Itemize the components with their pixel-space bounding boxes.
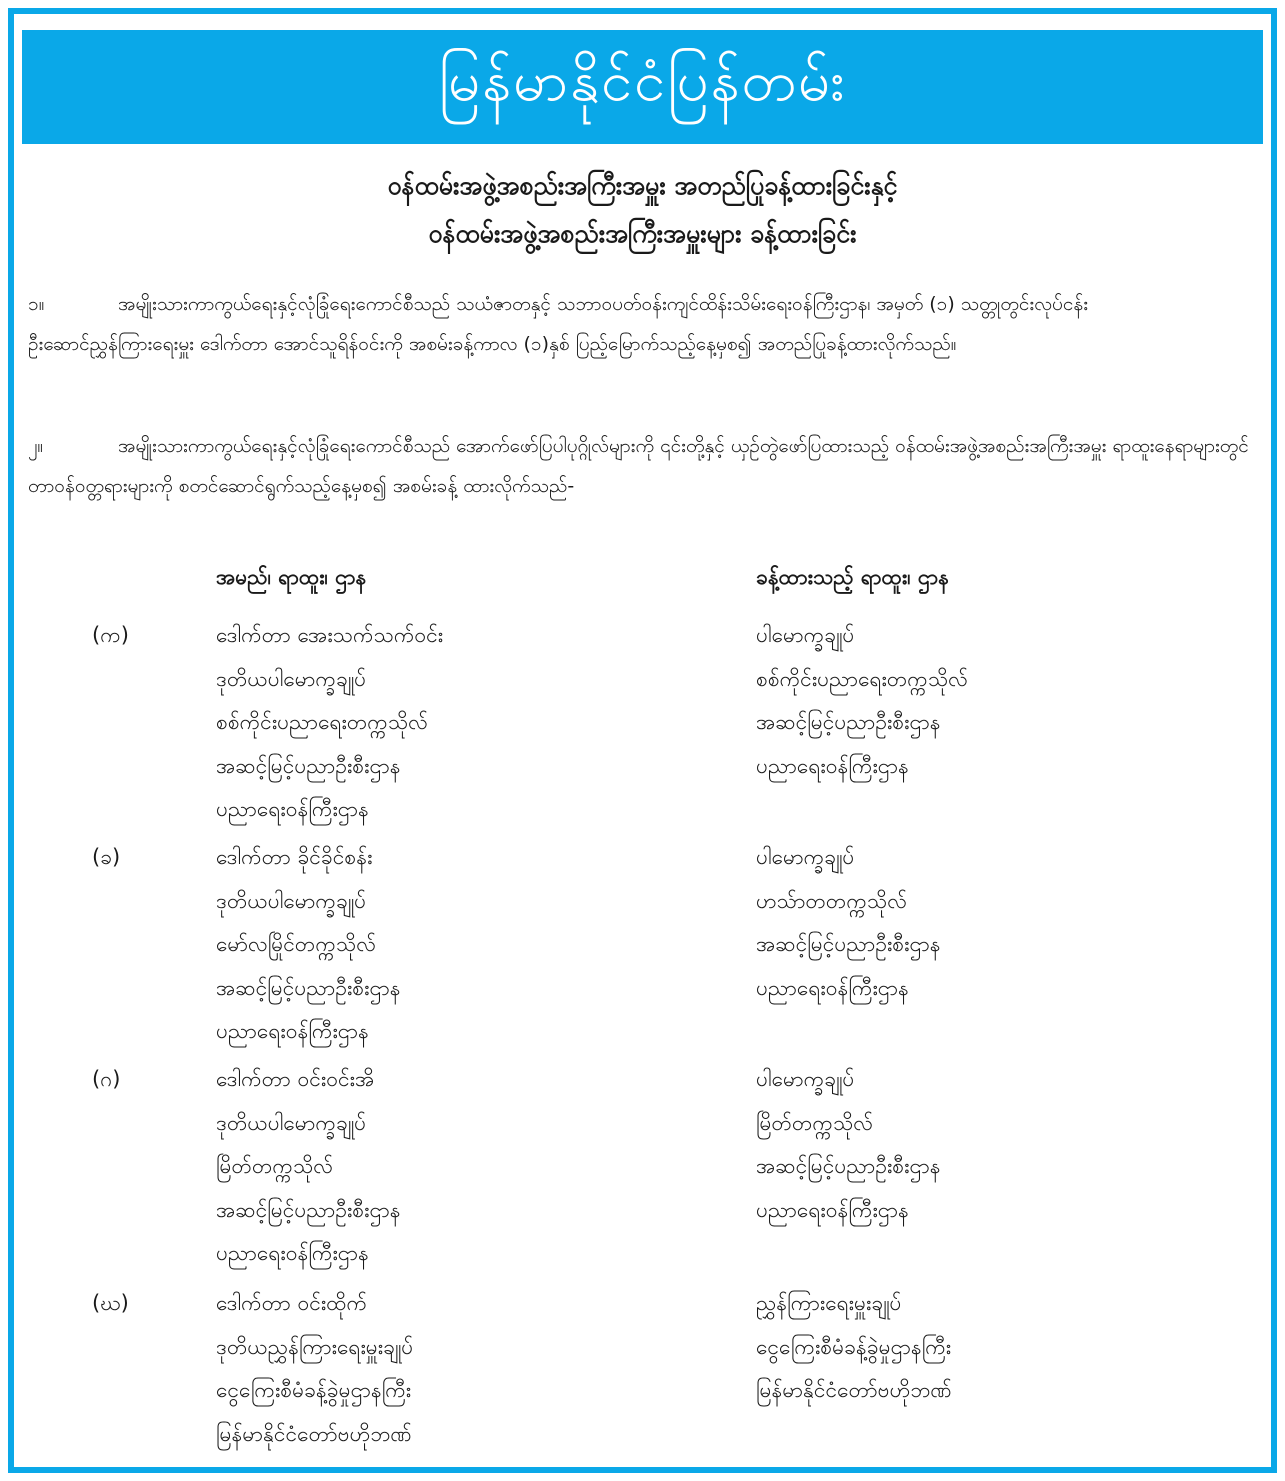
current-position-line: အဆင့်မြင့်ပညာဦးစီးဌာန	[216, 1197, 401, 1222]
notice-headings	[22, 162, 1263, 258]
paragraph-text: အမျိုးသားကာကွယ်ရေးနှင့်လုံခြုံရေးကောင်စီသည် အောက်ဖော်ပြပါပုဂ္ဂိုလ်များကို ၎င်းတို့နှင့် ယှဉ်တွဲဖော်ပြထားသည့် ဝန်ထမ်းအဖွဲ့အစည်းအကြီးအမှူး ရာထူးနေရာများတွင် တာဝန်ဝတ္တရားများကို စတင်ဆောင်ရွက်သည့်နေ့မှစ၍ အစမ်းခန့် ထားလိုက်သည်-	[28, 435, 1249, 497]
current-position-column	[216, 614, 443, 832]
current-position-column	[216, 836, 401, 1054]
current-position-line: ငွေကြေးစီမံခန့်ခွဲမှုဌာနကြီး	[216, 1378, 412, 1402]
current-position-line: ပညာရေးဝန်ကြီးဌာန	[216, 1019, 369, 1043]
current-position-column	[216, 1282, 413, 1456]
current-position-line: မြိတ်တက္ကသိုလ်	[216, 1154, 333, 1178]
current-position-line: ဒေါက်တာ အေးသက်သက်ဝင်း	[216, 623, 444, 647]
current-position-line: ဒေါက်တာ ဝင်းဝင်းအိ	[216, 1067, 375, 1091]
appointed-position-line: ပညာရေးဝန်ကြီးဌာန	[756, 1197, 909, 1222]
current-position-line: စစ်ကိုင်းပညာရေးတက္ကသိုလ်	[216, 710, 428, 734]
appointed-position-line: မြန်မာနိုင်ငံတော်ဗဟိုဘဏ်	[756, 1378, 952, 1402]
current-position-column	[216, 1058, 401, 1276]
page-title: မြန်မာနိုင်ငံပြန်တမ်း	[438, 49, 847, 114]
paragraph-1	[28, 284, 1260, 364]
column-header-appointed-position: ခန့်ထားသည့် ရာထူး၊ ဌာန	[756, 565, 949, 589]
current-position-line: ဒေါက်တာ ဝင်းထိုက်	[216, 1291, 368, 1315]
current-position-line: ဒေါက်တာ ခိုင်ခိုင်စန်း	[216, 845, 373, 869]
appointed-position-column	[756, 836, 941, 1010]
appointed-position-line: မြိတ်တက္ကသိုလ်	[756, 1110, 873, 1135]
appointed-position-column	[756, 614, 968, 788]
paragraph-number: ၂။	[28, 435, 44, 457]
appointed-position-line: အဆင့်မြင့်ပညာဦးစီးဌာန	[756, 932, 941, 956]
paragraph-2	[28, 426, 1260, 506]
current-position-line: ပညာရေးဝန်ကြီးဌာန	[216, 1241, 369, 1265]
appointment-label: (က)	[92, 623, 129, 647]
current-position-line: အဆင့်မြင့်ပညာဦးစီးဌာန	[216, 753, 401, 778]
current-position-line: ဒုတိယညွှန်ကြားရေးမှူးချုပ်	[216, 1334, 414, 1359]
appointment-label: (ခ)	[92, 845, 121, 869]
appointment-label: (ဂ)	[92, 1067, 121, 1091]
current-position-line: မော်လမြိုင်တက္ကသိုလ်	[216, 932, 376, 956]
appointed-position-line: အဆင့်မြင့်ပညာဦးစီးဌာန	[756, 710, 941, 734]
appointed-position-line: ပညာရေးဝန်ကြီးဌာန	[756, 753, 909, 778]
current-position-line: ဒုတိယပါမောက္ခချုပ်	[216, 1110, 367, 1135]
appointed-position-line: ပါမောက္ခချုပ်	[756, 845, 855, 869]
column-header-name-position: အမည်၊ ရာထူး၊ ဌာန	[216, 565, 367, 589]
current-position-line: ပညာရေးဝန်ကြီးဌာန	[216, 797, 369, 821]
appointed-position-line: ပါမောက္ခချုပ်	[756, 1067, 855, 1091]
current-position-line: မြန်မာနိုင်ငံတော်ဗဟိုဘဏ်	[216, 1421, 412, 1446]
heading-line-1: ဝန်ထမ်းအဖွဲ့အစည်းအကြီးအမှူး အတည်ပြုခန့်ထားခြင်းနှင့်	[387, 171, 898, 200]
appointed-position-line: ဟသ်ာတတက္ကသိုလ်	[756, 888, 907, 913]
appointed-position-line: ပညာရေးဝန်ကြီးဌာန	[756, 975, 909, 1000]
paragraph-text: အမျိုးသားကာကွယ်ရေးနှင့်လုံခြုံရေးကောင်စီသည် သယံဇာတနှင့် သဘာဝပတ်ဝန်းကျင်ထိန်းသိမ်းရေးဝန်ကြီးဌာန၊ အမှတ် (၁) သတ္တုတွင်းလုပ်ငန်း ဦးဆောင်ညွှန်ကြားရေးမှူး ဒေါက်တာ အောင်သူရိန်ဝင်းကို အစမ်းခန့်ကာလ (၁)နှစ် ပြည့်မြောက်သည့်နေ့မှစ၍ အတည်ပြုခန့်ထားလိုက်သည်။	[28, 293, 1089, 355]
title-banner	[22, 30, 1263, 144]
appointed-position-column	[756, 1058, 941, 1232]
appointment-label: (ဃ)	[92, 1291, 129, 1315]
appointed-position-line: ညွှန်ကြားရေးမှူးချုပ်	[756, 1291, 902, 1315]
current-position-line: ဒုတိယပါမောက္ခချုပ်	[216, 666, 367, 691]
appointed-position-column	[756, 1282, 952, 1413]
paragraph-number: ၁။	[28, 293, 45, 315]
appointed-position-line: ငွေကြေးစီမံခန့်ခွဲမှုဌာနကြီး	[756, 1334, 952, 1359]
appointed-position-line: ပါမောက္ခချုပ်	[756, 623, 855, 647]
current-position-line: ဒုတိယပါမောက္ခချုပ်	[216, 888, 367, 913]
appointed-position-line: အဆင့်မြင့်ပညာဦးစီးဌာန	[756, 1154, 941, 1178]
heading-line-2: ဝန်ထမ်းအဖွဲ့အစည်းအကြီးအမှူးများ ခန့်ထားခြင်း	[428, 219, 857, 248]
appointed-position-line: စစ်ကိုင်းပညာရေးတက္ကသိုလ်	[756, 666, 968, 691]
current-position-line: အဆင့်မြင့်ပညာဦးစီးဌာန	[216, 975, 401, 1000]
